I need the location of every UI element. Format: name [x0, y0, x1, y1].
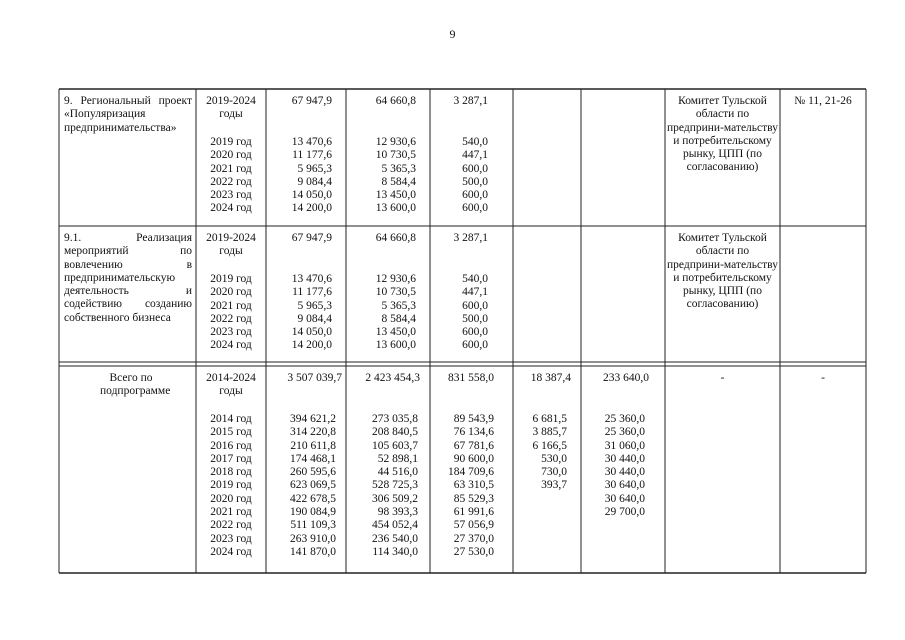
list-item: 14 050,0	[291, 326, 332, 339]
list-item: 12 930,6	[375, 273, 416, 285]
list-item: 393,7	[541, 479, 567, 492]
list-item: 600,0	[462, 189, 488, 202]
list-item: 208 840,5	[372, 426, 418, 439]
row-federal: 64 660,8	[375, 232, 416, 244]
list-item: 9 084,4	[297, 175, 332, 188]
list-item: 174 468,1	[290, 452, 336, 465]
list-item: 30 640,0	[604, 492, 645, 505]
list-item: 141 870,0	[290, 545, 336, 558]
list-item: 2024 год	[210, 339, 252, 352]
list-item: 9 084,4	[297, 312, 332, 325]
list-item: 2020 год	[210, 492, 252, 505]
list-item: 25 360,0	[604, 413, 645, 425]
list-item: 57 056,9	[453, 519, 494, 532]
list-item: 5 365,3	[381, 162, 416, 175]
list-item: 2019 год	[210, 136, 252, 148]
list-item: 600,0	[462, 326, 488, 339]
list-item: 105 603,7	[372, 439, 418, 452]
regional-by-year	[432, 413, 494, 559]
list-item: 90 600,0	[453, 452, 494, 465]
list-item: 2021 год	[210, 299, 252, 312]
list-item: 63 310,5	[453, 479, 494, 492]
list-item: 2020 год	[210, 286, 252, 299]
regional-by-year	[432, 273, 488, 353]
list-item: 85 529,3	[453, 492, 494, 505]
list-item: 447,1	[462, 149, 488, 162]
list-item: 2023 год	[210, 532, 252, 545]
row-period: 2014-2024 годы	[206, 372, 256, 398]
list-item: 528 725,3	[372, 479, 418, 492]
list-item: 6 681,5	[532, 413, 567, 425]
list-item: 14 200,0	[291, 339, 332, 352]
list-item: 13 450,0	[375, 189, 416, 202]
list-item: 236 540,0	[372, 532, 418, 545]
regional-by-year	[432, 136, 488, 216]
list-item: 273 035,8	[372, 413, 418, 425]
list-item: 10 730,5	[375, 286, 416, 299]
list-item: 422 678,5	[290, 492, 336, 505]
list-item: 2023 год	[210, 189, 252, 202]
list-item: 27 530,0	[453, 545, 494, 558]
list-item: 30 640,0	[604, 479, 645, 492]
list-item: 600,0	[462, 339, 488, 352]
row-executor: -	[720, 372, 725, 384]
row-name: 9.1. Реализация мероприятий по вовлечению в предпринимательскую деятельность и содействию созданию собственного бизнеса	[64, 232, 192, 324]
list-item: 2014 год	[210, 413, 252, 425]
list-item: 89 543,9	[453, 413, 494, 425]
list-item: 447,1	[462, 286, 488, 299]
list-item: 25 360,0	[604, 426, 645, 439]
list-item: 8 584,4	[381, 312, 416, 325]
list-item: 500,0	[462, 312, 488, 325]
list-item: 14 050,0	[291, 189, 332, 202]
list-item: 14 200,0	[291, 202, 332, 215]
list-item: 30 440,0	[604, 466, 645, 479]
list-item: 2022 год	[210, 312, 252, 325]
row-name: 9. Региональный проект «Популяризация предпринимательства»	[64, 95, 192, 134]
row-regional: 3 287,1	[453, 232, 488, 244]
list-item: 27 370,0	[453, 532, 494, 545]
list-item: 454 052,4	[372, 519, 418, 532]
list-item: 623 069,5	[290, 479, 336, 492]
row-federal: 2 423 454,3	[365, 372, 420, 384]
list-item: 530,0	[541, 452, 567, 465]
list-item: 5 965,3	[297, 299, 332, 312]
list-item: 210 611,8	[290, 439, 336, 452]
list-item: 2022 год	[210, 519, 252, 532]
row-period: 2019-2024 годы	[206, 232, 256, 258]
list-item: 2022 год	[210, 175, 252, 188]
total-by-year	[268, 273, 332, 353]
list-item: 52 898,1	[377, 452, 418, 465]
list-item: 2019 год	[210, 273, 252, 285]
list-item: 11 177,6	[292, 149, 332, 162]
list-item: 67 781,6	[453, 439, 494, 452]
row-regional: 831 558,0	[448, 372, 494, 384]
list-item: 8 584,4	[381, 175, 416, 188]
list-item: 260 595,6	[290, 466, 336, 479]
list-item: 12 930,6	[375, 136, 416, 148]
list-item: 500,0	[462, 175, 488, 188]
row-indicators: № 11, 21-26	[794, 95, 852, 107]
list-item: 2021 год	[210, 506, 252, 519]
extra-by-year	[583, 413, 645, 519]
list-item: 2024 год	[210, 545, 252, 558]
row-name: Всего по подпрограмме	[100, 372, 171, 398]
list-item: 114 340,0	[372, 545, 418, 558]
local-by-year	[515, 413, 567, 493]
list-item: 13 600,0	[375, 202, 416, 215]
list-item: 2021 год	[210, 162, 252, 175]
list-item: 314 220,8	[290, 426, 336, 439]
row-regional: 3 287,1	[453, 95, 488, 107]
list-item: 2018 год	[210, 466, 252, 479]
row-period: 2019-2024 годы	[206, 95, 256, 121]
list-item: 13 600,0	[375, 339, 416, 352]
federal-by-year	[348, 413, 418, 559]
list-item: 10 730,5	[375, 149, 416, 162]
list-item: 31 060,0	[604, 439, 645, 452]
list-item: 13 470,6	[291, 136, 332, 148]
row-executor: Комитет Тульской области по предприни-мательству и потребительскому рынку, ЦПП (по согласованию)	[667, 232, 778, 311]
year-list	[198, 273, 264, 353]
federal-by-year	[348, 273, 416, 353]
list-item: 5 365,3	[381, 299, 416, 312]
list-item: 13 450,0	[375, 326, 416, 339]
list-item: 2023 год	[210, 326, 252, 339]
list-item: 11 177,6	[292, 286, 332, 299]
list-item: 394 621,2	[290, 413, 336, 425]
list-item: 98 393,3	[377, 506, 418, 519]
list-item: 6 166,5	[532, 439, 567, 452]
list-item: 184 709,6	[448, 466, 494, 479]
total-by-year	[268, 136, 332, 216]
year-list	[198, 413, 264, 559]
list-item: 600,0	[462, 202, 488, 215]
list-item: 600,0	[462, 162, 488, 175]
page-number: 9	[449, 27, 456, 41]
list-item: 5 965,3	[297, 162, 332, 175]
row-total: 3 507 039,7	[287, 372, 342, 384]
list-item: 76 134,6	[453, 426, 494, 439]
list-item: 263 910,0	[290, 532, 336, 545]
row-extra: 233 640,0	[603, 372, 649, 384]
list-item: 2017 год	[210, 452, 252, 465]
list-item: 30 440,0	[604, 452, 645, 465]
row-total: 67 947,9	[291, 95, 332, 107]
list-item: 2019 год	[210, 479, 252, 492]
list-item: 540,0	[462, 136, 488, 148]
list-item: 2024 год	[210, 202, 252, 215]
row-indicators: -	[821, 372, 825, 384]
list-item: 540,0	[462, 273, 488, 285]
year-list	[198, 136, 264, 216]
list-item: 44 516,0	[377, 466, 418, 479]
total-by-year	[268, 413, 336, 559]
list-item: 190 084,9	[290, 506, 336, 519]
list-item: 3 885,7	[532, 426, 567, 439]
list-item: 29 700,0	[604, 506, 645, 519]
list-item: 2015 год	[210, 426, 252, 439]
list-item: 306 509,2	[372, 492, 418, 505]
row-executor: Комитет Тульской области по предприни-мательству и потребительскому рынку, ЦПП (по согласованию)	[667, 95, 778, 174]
list-item: 61 991,6	[453, 506, 494, 519]
row-federal: 64 660,8	[375, 95, 416, 107]
list-item: 730,0	[541, 466, 567, 479]
list-item: 2020 год	[210, 149, 252, 162]
list-item: 511 109,3	[290, 519, 336, 532]
federal-by-year	[348, 136, 416, 216]
list-item: 13 470,6	[291, 273, 332, 285]
row-total: 67 947,9	[291, 232, 332, 244]
list-item: 2016 год	[210, 439, 252, 452]
list-item: 600,0	[462, 299, 488, 312]
row-local: 18 387,4	[530, 372, 571, 384]
